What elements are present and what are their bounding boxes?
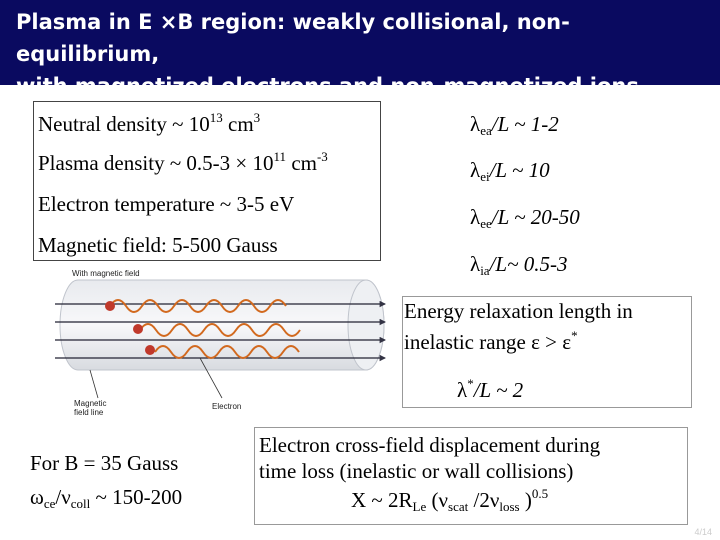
diagram-label-field-line-1: Magnetic [74, 399, 107, 408]
neutral-density: Neutral density ~ $10^{13}$ $cm^3$ [38, 110, 261, 136]
cylinder-end [348, 280, 384, 370]
energy-line-2: inelastic range ε > ε* [404, 328, 578, 354]
page-number: 4/14 [694, 527, 712, 537]
energy-line-1: Energy relaxation length in [404, 299, 633, 323]
electron-temperature: Electron temperature ~ 3-5 eV [38, 192, 295, 216]
title-bar [0, 0, 720, 98]
title-line-1: Plasma in E ×B region: weakly collisional, non-equilibrium, [16, 10, 570, 66]
displacement-line-2: time loss (inelastic or wall collisions) [259, 459, 574, 483]
diagram-label-electron: Electron [212, 402, 242, 411]
field-example-line-2: $\omega_{ce}/\nu_{coll}$ ~ 150-200 [30, 485, 183, 511]
magnetized-electron-diagram [50, 266, 390, 416]
ratio-ea: $\lambda_{ea}/L$ ~ 1-2 [470, 112, 559, 138]
ratio-ia: $\lambda_{ia}/L\sim$ 0.5-3 [470, 252, 568, 278]
electron-dot [145, 345, 155, 355]
slide-title [16, 6, 706, 102]
electron-dot [133, 324, 143, 334]
diagram-label-magnetic: With magnetic field [72, 269, 140, 278]
magnetic-field: Magnetic field: 5-500 Gauss [38, 233, 278, 257]
title-line-2: with magnetized electrons and non-magnetized ions [16, 74, 639, 98]
energy-ratio: λ*/L ~ 2 [457, 376, 524, 402]
electron-dot [105, 301, 115, 311]
field-line-pointer [90, 370, 98, 398]
displacement-line-1: Electron cross-field displacement during [259, 433, 601, 457]
plasma-density: Plasma density ~ $0.5-3 \times 10^{11}$ $cm^{-3}$ [38, 149, 328, 175]
displacement-formula: X ~ $2R_{Le}$ ($\nu_{scat}$ $/2\nu_{loss}$ )$^{0.5}$ [351, 486, 549, 514]
diagram-label-field-line-2: field line [74, 408, 104, 416]
cylinder-shape [60, 280, 384, 370]
ratio-ee: $\lambda_{ee}/L$ ~ 20-50 [470, 205, 580, 231]
field-example-line-1: For B = 35 Gauss [30, 451, 179, 475]
ratio-ei: $\lambda_{ei}/L$ ~ 10 [470, 158, 550, 184]
